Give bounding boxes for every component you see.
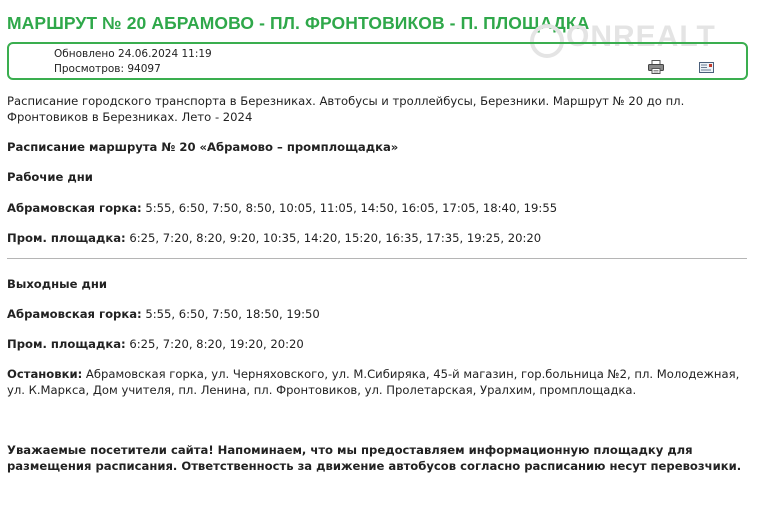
weekday-stop2-label: Пром. площадка: [7, 231, 126, 245]
article-info-box [7, 42, 748, 80]
weekend-stop2-row [7, 337, 304, 351]
weekday-stop1-label: Абрамовская горка: [7, 201, 142, 215]
weekend-stop2-label: Пром. площадка: [7, 337, 126, 351]
weekday-stop2-times: 6:25, 7:20, 8:20, 9:20, 10:35, 14:20, 15:20, 16:35, 17:35, 19:25, 20:20 [129, 231, 542, 245]
weekday-stop2-row [7, 231, 541, 245]
weekday-stop1-row [7, 201, 557, 215]
printer-icon[interactable] [648, 60, 664, 74]
intro-text: Расписание городского транспорта в Березниках. Автобусы и троллейбусы, Березники. Маршрут № 20 до пл. Фронтовиков в Березниках. Лето - 2024 [7, 94, 685, 124]
weekend-stop2-times: 6:25, 7:20, 8:20, 19:20, 20:20 [129, 337, 304, 351]
weekend-stop1-times: 5:55, 6:50, 7:50, 18:50, 19:50 [145, 307, 320, 321]
schedule-heading: Расписание маршрута № 20 «Абрамово – промплощадка» [7, 140, 399, 154]
mail-icon[interactable] [699, 62, 714, 73]
weekend-stop1-row [7, 307, 320, 321]
weekday-stop1-times: 5:55, 6:50, 7:50, 8:50, 10:05, 11:05, 14:50, 16:05, 17:05, 18:40, 19:55 [145, 201, 558, 215]
stops-list [7, 366, 747, 398]
weekends-title: Выходные дни [7, 277, 108, 291]
visitor-notice: Уважаемые посетители сайта! Напоминаем, что мы предоставляем информационную площадку для размещения расписания. Ответственность за движение автобусов согласно расписанию несут перевозчики. [7, 443, 742, 473]
page-title: МАРШРУТ № 20 АБРАМОВО - ПЛ. ФРОНТОВИКОВ - П. ПЛОЩАДКА [7, 13, 590, 33]
updated-date: Обновлено 24.06.2024 11:19 [54, 48, 212, 60]
view-count: Просмотров: 94097 [54, 63, 161, 75]
weekend-stop1-label: Абрамовская горка: [7, 307, 142, 321]
watermark-text: ONREALT [566, 20, 716, 53]
stops-label: Остановки: [7, 367, 83, 381]
weekdays-title: Рабочие дни [7, 170, 93, 184]
section-divider [7, 258, 747, 259]
stops-text: Абрамовская горка, ул. Черняховского, ул. М.Сибиряка, 45-й магазин, гор.больница №2, пл. Молодежная, ул. К.Маркса, Дом учителя, пл. Ленина, пл. Фронтовиков, ул. Пролетарская, Уралхим, промплощадка. [7, 367, 740, 397]
